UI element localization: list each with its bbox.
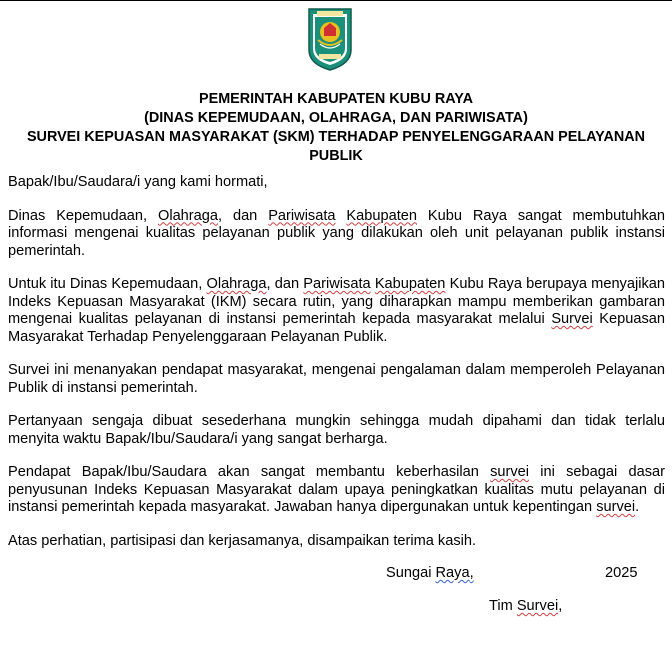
text: Kepuasan Masyarakat Terhadap Penyelenggaraan Pelayanan Publik. bbox=[8, 311, 665, 345]
signature-place bbox=[386, 565, 474, 581]
letter-body bbox=[8, 174, 665, 566]
text: , dan bbox=[218, 207, 269, 224]
text: Untuk itu Dinas Kepemudaan, bbox=[8, 276, 207, 292]
spellcheck-word: Raya bbox=[435, 565, 470, 581]
spellcheck-word: Pariwisata bbox=[303, 276, 371, 292]
signature-team bbox=[489, 598, 562, 614]
header-survey-title: SURVEI KEPUASAN MASYARAKAT (SKM) TERHADAP PENYELENGGARAAN PELAYANAN bbox=[26, 129, 646, 145]
header-survey-title-cont: PUBLIK bbox=[309, 148, 363, 164]
paragraph-1 bbox=[8, 208, 665, 261]
paragraph-3: Survei ini menanyakan pendapat masyarakat, mengenai pengalaman dalam memperoleh Pelayanan Publik di instansi pemerintah. bbox=[8, 362, 665, 396]
header-government: PEMERINTAH KABUPATEN KUBU RAYA bbox=[199, 91, 473, 107]
spellcheck-word: survei bbox=[490, 464, 530, 480]
top-border bbox=[0, 0, 672, 1]
spellcheck-word: Kabupaten bbox=[374, 276, 446, 292]
spellcheck-word: Pariwisata bbox=[268, 207, 336, 224]
text: , bbox=[558, 598, 563, 614]
text: . bbox=[635, 499, 640, 515]
spellcheck-word: survei bbox=[596, 499, 636, 515]
paragraph-2 bbox=[8, 276, 665, 346]
signature-year: 2025 bbox=[605, 565, 638, 581]
text: ini sebagai dasar penyusunan Indeks Kepuasan Masyarakat dalam upaya peningkatkan kualitas mutu pelayanan di instansi pemerintah kepada masyarakat. Jawaban hanya dipergunakan untuk kepentingan bbox=[8, 464, 665, 515]
spellcheck-word: Survei bbox=[551, 311, 593, 327]
paragraph-5 bbox=[8, 464, 665, 517]
text: Tim bbox=[489, 598, 517, 614]
closing-paragraph: Atas perhatian, partisipasi dan kerjasamanya, disampaikan terima kasih. bbox=[8, 532, 477, 549]
spellcheck-word: Kabupaten bbox=[346, 207, 418, 224]
text: Sungai bbox=[386, 565, 436, 581]
greeting: Bapak/Ibu/Saudara/i yang kami hormati, bbox=[8, 174, 268, 190]
header-agency: (DINAS KEPEMUDAAN, OLAHRAGA, DAN PARIWISATA) bbox=[144, 110, 528, 126]
spellcheck-word: Olahraga bbox=[206, 276, 267, 292]
text: Kubu Raya sangat membutuhkan informasi mengenai kualitas pelayanan publik yang dilakukan oleh unit pelayanan publik instansi pemerintah. bbox=[8, 207, 666, 259]
text bbox=[336, 208, 347, 224]
text: Dinas Kepemudaan, bbox=[8, 207, 158, 224]
spellcheck-word: Olahraga bbox=[157, 207, 219, 224]
document-header bbox=[0, 90, 672, 166]
text: , dan bbox=[266, 276, 304, 292]
text: , bbox=[469, 565, 474, 581]
kubu-raya-emblem-icon bbox=[306, 6, 354, 72]
paragraph-4: Pertanyaan sengaja dibuat sesederhana mungkin sehingga mudah dipahami dan tidak terlalu menyita waktu Bapak/Ibu/Saudara/i yang sangat berharga. bbox=[8, 413, 665, 447]
text: Pendapat Bapak/Ibu/Saudara akan sangat membantu keberhasilan bbox=[8, 464, 491, 480]
text: Kubu Raya berupaya menyajikan Indeks Kepuasan Masyarakat (IKM) secara rutin, yang diharapkan mampu memberikan gambaran mengenai kualitas pelayanan di instansi pemerintah kepada masyarakat melalui bbox=[8, 276, 665, 327]
spellcheck-word: Survei bbox=[516, 598, 559, 614]
